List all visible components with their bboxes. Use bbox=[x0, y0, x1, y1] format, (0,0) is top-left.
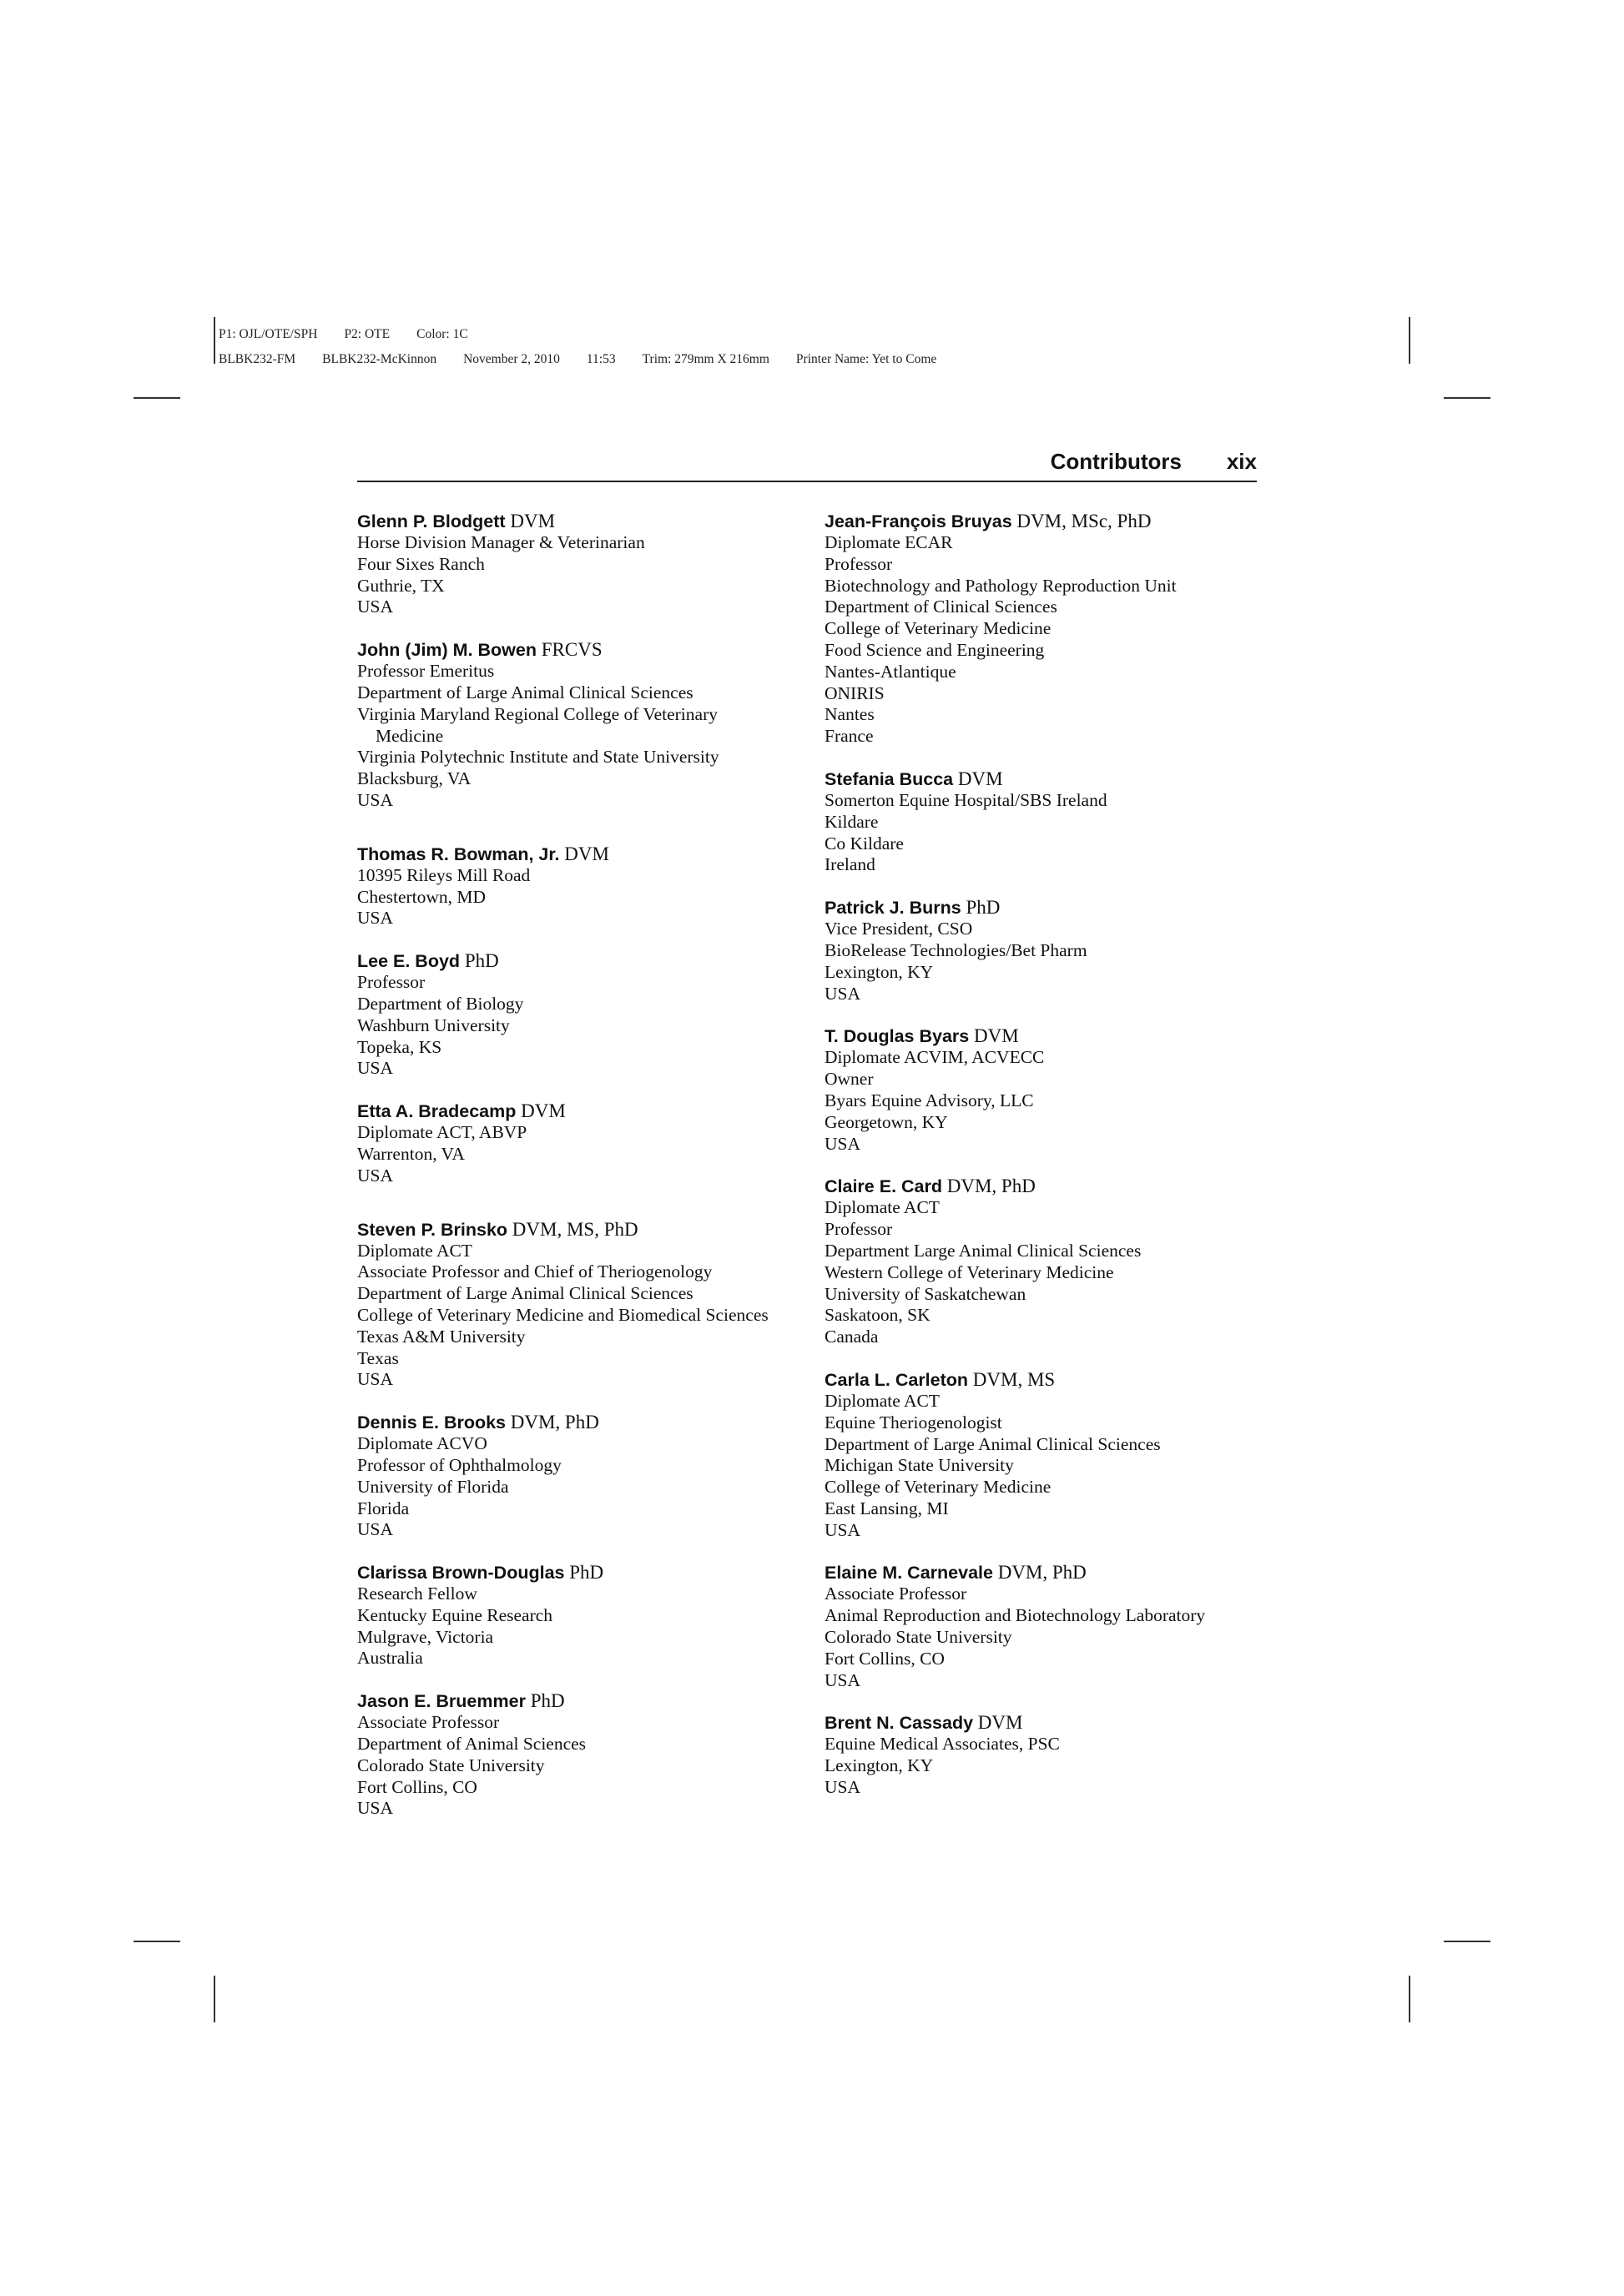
contributor-name-line bbox=[825, 1562, 1275, 1584]
contributor-entry bbox=[357, 1219, 808, 1392]
contributor-name: Patrick J. Burns bbox=[825, 898, 961, 919]
contributor-name-line bbox=[357, 1100, 808, 1122]
contributor-affiliation-line: Diplomate ACT bbox=[825, 1197, 940, 1218]
contributor-name-line bbox=[357, 511, 808, 532]
contributor-credentials: DVM bbox=[977, 1712, 1023, 1734]
contributor-name: Clarissa Brown-Douglas bbox=[357, 1563, 565, 1584]
contributor-affiliation-line: Associate Professor bbox=[357, 1712, 500, 1733]
contributor-affiliation-line: Virginia Maryland Regional College of Veterinary bbox=[357, 703, 718, 724]
contributor-entry bbox=[357, 1412, 808, 1541]
contributor-credentials: DVM, PhD bbox=[510, 1412, 599, 1433]
contributor-name: Carla L. Carleton bbox=[825, 1369, 969, 1390]
section-title: Contributors bbox=[1050, 449, 1182, 474]
contributor-affiliation-line: Diplomate ACT bbox=[825, 1390, 940, 1411]
contributor-affiliation-line: Topeka, KS bbox=[357, 1036, 442, 1057]
contributor-credentials: DVM bbox=[957, 768, 1003, 789]
contributor-entry bbox=[825, 1369, 1275, 1542]
contributor-name: Elaine M. Carnevale bbox=[825, 1563, 993, 1584]
contributor-affiliation-line: Equine Theriogenologist bbox=[825, 1412, 1002, 1432]
contributor-credentials: DVM bbox=[974, 1025, 1019, 1047]
contributor-affiliation-line: USA bbox=[357, 789, 394, 810]
contributor-credentials: PhD bbox=[530, 1690, 565, 1712]
contributor-affiliation-line: Department of Large Animal Clinical Sciences bbox=[357, 1283, 693, 1304]
contributor-name: Jason E. Bruemmer bbox=[357, 1691, 526, 1712]
contributor-name: T. Douglas Byars bbox=[825, 1026, 970, 1047]
contributor-affiliation-line: Kildare bbox=[825, 811, 879, 832]
printer-info-item: BLBK232-McKinnon bbox=[322, 352, 437, 366]
contributor-affiliation-line: Lexington, KY bbox=[825, 1755, 934, 1776]
contributors-left-column bbox=[357, 511, 808, 1840]
contributor-affiliation-line: Vice President, CSO bbox=[825, 919, 973, 939]
contributor-affiliation-line: University of Saskatchewan bbox=[825, 1283, 1026, 1304]
contributor-entry bbox=[357, 639, 808, 812]
contributor-affiliation-line: Blacksburg, VA bbox=[357, 768, 472, 789]
contributor-affiliation-line: Department Large Animal Clinical Sciences bbox=[825, 1240, 1142, 1261]
contributor-credentials: DVM, PhD bbox=[997, 1562, 1087, 1584]
contributor-entry bbox=[357, 1690, 808, 1820]
contributor-affiliation-line: France bbox=[825, 726, 874, 747]
contributor-name: Glenn P. Blodgett bbox=[357, 511, 506, 531]
contributor-affiliation-line: USA bbox=[357, 908, 394, 929]
contributor-entry bbox=[357, 1100, 808, 1186]
contributor-affiliation-line: USA bbox=[825, 1777, 861, 1798]
contributor-name-line bbox=[825, 768, 1275, 790]
printer-info-row-1 bbox=[219, 322, 963, 347]
contributor-affiliation-line: USA bbox=[357, 1058, 394, 1079]
contributor-affiliation-line: Florida bbox=[357, 1498, 410, 1518]
contributor-affiliation-line: Lexington, KY bbox=[825, 961, 934, 982]
contributor-affiliation-line: USA bbox=[357, 597, 394, 617]
contributor-name: Claire E. Card bbox=[825, 1176, 942, 1197]
contributor-name-line bbox=[357, 950, 808, 972]
contributor-credentials: PhD bbox=[966, 897, 1001, 919]
printer-info-item: 11:53 bbox=[586, 352, 616, 366]
crop-mark-bottom-left-horizontal bbox=[134, 1941, 180, 1942]
contributor-affiliation-line: Nantes-Atlantique bbox=[825, 661, 956, 682]
crop-mark-top-right-horizontal bbox=[1444, 397, 1490, 399]
contributor-entry bbox=[357, 1562, 808, 1669]
contributor-entry bbox=[825, 1176, 1275, 1348]
contributor-affiliation-line: ONIRIS bbox=[825, 682, 885, 703]
contributor-affiliation-line: USA bbox=[357, 1165, 394, 1186]
contributor-name-line bbox=[825, 1025, 1275, 1047]
contributor-affiliation-line: Georgetown, KY bbox=[825, 1111, 948, 1132]
contributor-credentials: FRCVS bbox=[541, 639, 603, 661]
contributor-name: Etta A. Bradecamp bbox=[357, 1101, 517, 1122]
contributor-affiliation-line: Department of Animal Sciences bbox=[357, 1734, 587, 1755]
contributor-affiliation-line: Department of Large Animal Clinical Sciences bbox=[825, 1433, 1161, 1454]
printer-info bbox=[219, 322, 963, 372]
contributor-credentials: DVM, MS bbox=[972, 1368, 1056, 1390]
contributor-credentials: PhD bbox=[569, 1562, 604, 1584]
contributor-credentials: DVM, MSc, PhD bbox=[1016, 511, 1152, 531]
contributor-affiliation-line: USA bbox=[825, 1133, 861, 1154]
contributor-affiliation-line: Horse Division Manager & Veterinarian bbox=[357, 532, 645, 552]
contributor-affiliation-line: Professor bbox=[357, 972, 426, 993]
contributor-affiliation-line: Canada bbox=[825, 1327, 879, 1347]
contributor-affiliation-line: Professor bbox=[825, 553, 893, 574]
crop-mark-bottom-right-vertical bbox=[1409, 1976, 1410, 2022]
contributor-affiliation-line: Somerton Equine Hospital/SBS Ireland bbox=[825, 789, 1107, 810]
contributor-affiliation-line: Equine Medical Associates, PSC bbox=[825, 1734, 1060, 1755]
contributor-name-line bbox=[825, 897, 1275, 919]
contributor-affiliation-line: Australia bbox=[357, 1648, 423, 1669]
contributor-name-line bbox=[357, 1562, 808, 1584]
contributor-affiliation-line: Fort Collins, CO bbox=[357, 1776, 477, 1797]
contributor-name: Brent N. Cassady bbox=[825, 1713, 974, 1734]
contributor-affiliation-line: Mulgrave, Victoria bbox=[357, 1626, 494, 1647]
contributor-affiliation-line: Kentucky Equine Research bbox=[357, 1604, 553, 1625]
contributor-affiliation-line: Diplomate ACT, ABVP bbox=[357, 1122, 527, 1143]
crop-mark-top-left-horizontal bbox=[134, 397, 180, 399]
contributor-name-line bbox=[357, 843, 808, 865]
contributor-affiliation-line: USA bbox=[825, 1519, 861, 1540]
contributor-affiliation-line: Diplomate ACT bbox=[357, 1240, 472, 1261]
contributor-affiliation-line: Owner bbox=[825, 1069, 874, 1090]
contributor-affiliation-line: Warrenton, VA bbox=[357, 1143, 465, 1164]
crop-mark-top-left-vertical bbox=[214, 317, 215, 364]
contributor-affiliation-line: Professor of Ophthalmology bbox=[357, 1454, 562, 1475]
contributor-entry bbox=[825, 511, 1275, 748]
running-head bbox=[357, 449, 1257, 482]
contributor-affiliation-line: College of Veterinary Medicine and Biomedical Sciences bbox=[357, 1304, 769, 1325]
contributor-affiliation-line: Department of Biology bbox=[357, 993, 524, 1014]
contributor-affiliation-line: Chestertown, MD bbox=[357, 886, 487, 907]
printer-info-item: P1: OJL/OTE/SPH bbox=[219, 327, 318, 341]
contributor-affiliation-line: Ireland bbox=[825, 854, 875, 875]
contributor-affiliation-line: USA bbox=[357, 1369, 394, 1390]
contributor-affiliation-line: Guthrie, TX bbox=[357, 575, 445, 596]
contributor-affiliation-line: Colorado State University bbox=[357, 1755, 545, 1775]
contributor-name-line bbox=[357, 1219, 808, 1241]
contributor-entry bbox=[825, 768, 1275, 876]
contributor-affiliation-line: College of Veterinary Medicine bbox=[825, 618, 1052, 639]
contributor-affiliation-line: USA bbox=[825, 983, 861, 1004]
contributor-affiliation-line: Associate Professor bbox=[825, 1584, 967, 1604]
contributor-credentials: DVM bbox=[510, 511, 556, 531]
crop-mark-top-right-vertical bbox=[1409, 317, 1410, 364]
contributor-affiliation-line: Research Fellow bbox=[357, 1584, 477, 1604]
contributor-name: Steven P. Brinsko bbox=[357, 1219, 508, 1240]
contributor-credentials: PhD bbox=[464, 950, 499, 972]
contributor-affiliation-line: USA bbox=[357, 1798, 394, 1819]
crop-mark-bottom-right-horizontal bbox=[1444, 1941, 1490, 1942]
contributor-name: Dennis E. Brooks bbox=[357, 1412, 507, 1433]
contributor-affiliation-line: Four Sixes Ranch bbox=[357, 553, 485, 574]
contributor-name: John (Jim) M. Bowen bbox=[357, 640, 537, 661]
contributor-affiliation-line: Nantes bbox=[825, 704, 875, 725]
contributor-name-line bbox=[825, 1176, 1275, 1197]
contributor-affiliation-line: College of Veterinary Medicine bbox=[825, 1477, 1052, 1498]
contributor-affiliation-line: Diplomate ECAR bbox=[825, 532, 953, 552]
printer-info-item: P2: OTE bbox=[344, 327, 391, 341]
contributor-affiliation-line: Colorado State University bbox=[825, 1627, 1012, 1648]
contributor-affiliation-line: Byars Equine Advisory, LLC bbox=[825, 1090, 1034, 1110]
contributor-name-line bbox=[825, 1712, 1275, 1734]
contributor-name: Jean-François Bruyas bbox=[825, 511, 1012, 531]
contributor-name: Lee E. Boyd bbox=[357, 951, 461, 972]
contributor-name-line bbox=[357, 1690, 808, 1712]
contributor-affiliation-line: BioRelease Technologies/Bet Pharm bbox=[825, 939, 1087, 960]
page-number: xix bbox=[1226, 449, 1257, 474]
contributor-affiliation-line: Diplomate ACVIM, ACVECC bbox=[825, 1047, 1045, 1068]
printer-info-item: Trim: 279mm X 216mm bbox=[642, 352, 769, 366]
contributor-credentials: DVM, PhD bbox=[946, 1176, 1036, 1197]
contributor-affiliation-line: Food Science and Engineering bbox=[825, 639, 1045, 660]
contributor-affiliation-line: Medicine bbox=[376, 725, 444, 746]
contributor-affiliation-line: USA bbox=[357, 1519, 394, 1540]
contributor-affiliation-line: Department of Large Animal Clinical Sciences bbox=[357, 682, 693, 702]
contributor-credentials: DVM bbox=[521, 1100, 566, 1122]
contributor-affiliation-line: Michigan State University bbox=[825, 1455, 1014, 1476]
contributor-affiliation-line: 10395 Rileys Mill Road bbox=[357, 864, 531, 885]
contributor-affiliation-line: Western College of Veterinary Medicine bbox=[825, 1261, 1114, 1282]
contributor-name-line bbox=[357, 1412, 808, 1433]
contributor-name-line bbox=[825, 1369, 1275, 1391]
contributor-affiliation-line: Texas A&M University bbox=[357, 1326, 526, 1347]
printer-info-item: Printer Name: Yet to Come bbox=[795, 352, 937, 366]
contributor-entry bbox=[825, 1712, 1275, 1798]
contributor-affiliation-line: Washburn University bbox=[357, 1015, 510, 1035]
contributor-affiliation-line: Texas bbox=[357, 1347, 399, 1368]
contributor-affiliation-line: Professor Emeritus bbox=[357, 661, 495, 682]
contributor-credentials: DVM bbox=[564, 843, 609, 864]
contributor-affiliation-line: Fort Collins, CO bbox=[825, 1648, 945, 1669]
contributor-affiliation-line: University of Florida bbox=[357, 1476, 509, 1497]
contributor-entry bbox=[825, 1562, 1275, 1691]
contributor-affiliation-line: East Lansing, MI bbox=[825, 1498, 949, 1518]
contributor-affiliation-line: Department of Clinical Sciences bbox=[825, 597, 1057, 617]
contributor-affiliation-line: Professor bbox=[825, 1219, 893, 1240]
printer-info-item: November 2, 2010 bbox=[463, 352, 560, 366]
contributor-affiliation-line: Animal Reproduction and Biotechnology Laboratory bbox=[825, 1605, 1206, 1626]
contributor-affiliation-line: Co Kildare bbox=[825, 833, 904, 853]
contributor-entry bbox=[357, 511, 808, 618]
contributors-right-column bbox=[825, 511, 1275, 1820]
contributor-name: Thomas R. Bowman, Jr. bbox=[357, 843, 560, 864]
contributor-credentials: DVM, MS, PhD bbox=[512, 1218, 638, 1240]
contributor-name: Stefania Bucca bbox=[825, 768, 954, 789]
contributor-entry bbox=[825, 897, 1275, 1004]
contributor-entry bbox=[825, 1025, 1275, 1155]
contributor-affiliation-line: Virginia Polytechnic Institute and State University bbox=[357, 747, 719, 768]
contributor-affiliation-line: USA bbox=[825, 1669, 861, 1690]
contributor-affiliation-line: Saskatoon, SK bbox=[825, 1305, 931, 1326]
contributor-entry bbox=[357, 843, 808, 929]
contributor-name-line bbox=[825, 511, 1275, 532]
contributor-affiliation-line: Diplomate ACVO bbox=[357, 1433, 487, 1454]
contributor-name-line bbox=[357, 639, 808, 661]
contributor-affiliation-line: Associate Professor and Chief of Theriogenology bbox=[357, 1261, 713, 1282]
contributor-entry bbox=[357, 950, 808, 1080]
crop-mark-bottom-left-vertical bbox=[214, 1976, 215, 2022]
contributor-affiliation-line: Biotechnology and Pathology Reproduction Unit bbox=[825, 575, 1177, 596]
printer-info-row-2 bbox=[219, 347, 963, 372]
printer-info-item: Color: 1C bbox=[416, 327, 468, 341]
printer-info-item: BLBK232-FM bbox=[219, 352, 296, 366]
